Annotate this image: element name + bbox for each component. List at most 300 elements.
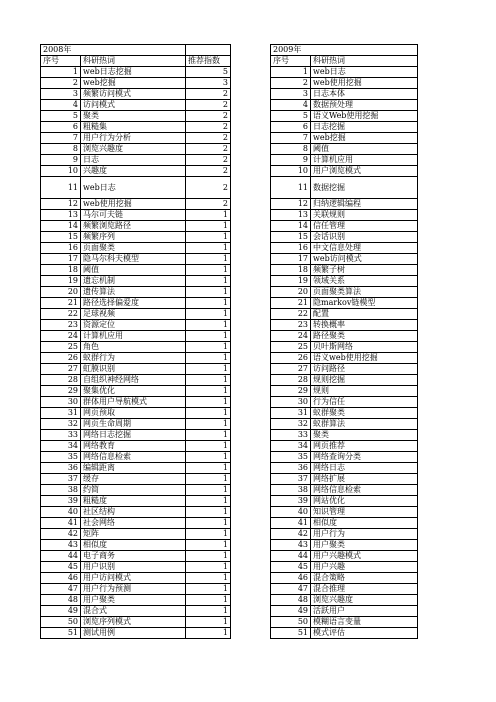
row-index-left: 15 <box>41 232 81 243</box>
score: 2 <box>186 89 231 100</box>
row-index-right: 16 <box>271 243 311 254</box>
keyword-left: 网络教育 <box>81 441 186 452</box>
keyword-right: 聚类 <box>311 430 418 441</box>
row-index-left: 10 <box>41 166 81 177</box>
row-index-right: 23 <box>271 320 311 331</box>
row-index-left: 41 <box>41 518 81 529</box>
row-index-right: 47 <box>271 584 311 595</box>
keyword-right: 频繁子树 <box>311 265 418 276</box>
score: 1 <box>186 452 231 463</box>
keyword-left: 频繁浏览路径 <box>81 221 186 232</box>
table-row <box>41 100 418 111</box>
year-row <box>41 45 418 56</box>
row-index-right: 44 <box>271 551 311 562</box>
score: 1 <box>186 276 231 287</box>
keyword-left: 用户行为预测 <box>81 584 186 595</box>
table-row <box>41 210 418 221</box>
keyword-left: 聚集优化 <box>81 386 186 397</box>
keyword-left: 编辑距离 <box>81 463 186 474</box>
score: 1 <box>186 617 231 628</box>
score: 2 <box>186 155 231 166</box>
row-index-right: 8 <box>271 144 311 155</box>
keyword-right: 规则挖掘 <box>311 375 418 386</box>
keyword-right: 阈值 <box>311 144 418 155</box>
table-row <box>41 320 418 331</box>
table-row <box>41 606 418 617</box>
score: 5 <box>186 67 231 78</box>
table-row <box>41 617 418 628</box>
keyword-left: web挖掘 <box>81 78 186 89</box>
row-index-left: 50 <box>41 617 81 628</box>
row-index-right: 21 <box>271 298 311 309</box>
table-row <box>41 243 418 254</box>
keyword-left: 用户识别 <box>81 562 186 573</box>
table-row <box>41 111 418 122</box>
table-row <box>41 408 418 419</box>
keyword-left: 频繁访问模式 <box>81 89 186 100</box>
score: 1 <box>186 331 231 342</box>
keyword-right: 网络信息检索 <box>311 485 418 496</box>
keyword-left: 相似度 <box>81 540 186 551</box>
table-row <box>41 496 418 507</box>
score: 2 <box>186 199 231 210</box>
keyword-right: 行为信任 <box>311 397 418 408</box>
keyword-right: 用户兴趣模式 <box>311 551 418 562</box>
table-row <box>41 353 418 364</box>
table-row <box>41 584 418 595</box>
row-index-right: 12 <box>271 199 311 210</box>
keyword-left: 粗糙集 <box>81 122 186 133</box>
keyword-right: 日志本体 <box>311 89 418 100</box>
keyword-right: 网络查询分类 <box>311 452 418 463</box>
table-row <box>41 144 418 155</box>
keyword-left: 用户行为分析 <box>81 133 186 144</box>
keyword-left: 阈值 <box>81 265 186 276</box>
row-index-right: 11 <box>271 177 311 199</box>
keyword-right: 蚁群算法 <box>311 419 418 430</box>
spreadsheet <box>40 44 418 639</box>
keyword-left: 矩阵 <box>81 529 186 540</box>
row-index-right: 36 <box>271 463 311 474</box>
row-index-left: 7 <box>41 133 81 144</box>
row-index-left: 44 <box>41 551 81 562</box>
table-row <box>41 199 418 210</box>
keyword-right: 访问路径 <box>311 364 418 375</box>
keyword-right: 相似度 <box>311 518 418 529</box>
row-index-right: 48 <box>271 595 311 606</box>
table-row <box>41 386 418 397</box>
score: 1 <box>186 320 231 331</box>
keyword-right: 混合推理 <box>311 584 418 595</box>
keyword-right: 网络日志 <box>311 463 418 474</box>
row-index-left: 45 <box>41 562 81 573</box>
row-index-left: 37 <box>41 474 81 485</box>
keyword-left: 自组织神经网络 <box>81 375 186 386</box>
row-index-left: 21 <box>41 298 81 309</box>
keyword-right: web挖掘 <box>311 133 418 144</box>
keyword-right: 语义Web使用挖掘 <box>311 111 418 122</box>
row-index-left: 47 <box>41 584 81 595</box>
table-row <box>41 562 418 573</box>
row-index-left: 3 <box>41 89 81 100</box>
table-row <box>41 485 418 496</box>
row-index-right: 24 <box>271 331 311 342</box>
keyword-left: 网络信息检索 <box>81 452 186 463</box>
keyword-left: 兴趣度 <box>81 166 186 177</box>
keyword-left: 网络日志挖掘 <box>81 430 186 441</box>
keyword-left: 浏览序列模式 <box>81 617 186 628</box>
row-index-left: 42 <box>41 529 81 540</box>
table-row <box>41 276 418 287</box>
score: 1 <box>186 606 231 617</box>
keyword-left: 隐马尔科夫模型 <box>81 254 186 265</box>
row-index-left: 32 <box>41 419 81 430</box>
table-row <box>41 166 418 177</box>
keyword-left: web日志 <box>81 177 186 199</box>
keyword-right: 领域关系 <box>311 276 418 287</box>
row-index-left: 29 <box>41 386 81 397</box>
score: 1 <box>186 309 231 320</box>
keyword-left: web日志挖掘 <box>81 67 186 78</box>
keyword-left: 社区结构 <box>81 507 186 518</box>
row-index-right: 17 <box>271 254 311 265</box>
score: 2 <box>186 133 231 144</box>
row-index-left: 9 <box>41 155 81 166</box>
row-index-right: 15 <box>271 232 311 243</box>
table-row <box>41 595 418 606</box>
score: 1 <box>186 518 231 529</box>
keyword-right: 活跃用户 <box>311 606 418 617</box>
row-index-right: 7 <box>271 133 311 144</box>
row-index-right: 27 <box>271 364 311 375</box>
row-index-right: 31 <box>271 408 311 419</box>
score: 1 <box>186 628 231 639</box>
keyword-right: 配置 <box>311 309 418 320</box>
score: 1 <box>186 254 231 265</box>
table-row <box>41 364 418 375</box>
table-row <box>41 441 418 452</box>
keyword-left: 频繁序列 <box>81 232 186 243</box>
table-row <box>41 628 418 639</box>
table-row <box>41 397 418 408</box>
score: 1 <box>186 441 231 452</box>
keyword-left: 用户聚类 <box>81 595 186 606</box>
row-index-left: 48 <box>41 595 81 606</box>
row-index-right: 43 <box>271 540 311 551</box>
row-index-right: 3 <box>271 89 311 100</box>
keyword-right: 规则 <box>311 386 418 397</box>
row-index-left: 17 <box>41 254 81 265</box>
row-index-right: 13 <box>271 210 311 221</box>
keyword-right: 贝叶斯网络 <box>311 342 418 353</box>
score: 1 <box>186 529 231 540</box>
score: 1 <box>186 375 231 386</box>
keyword-right: 会话识别 <box>311 232 418 243</box>
row-index-right: 46 <box>271 573 311 584</box>
row-index-left: 1 <box>41 67 81 78</box>
score: 1 <box>186 397 231 408</box>
score: 1 <box>186 342 231 353</box>
row-index-right: 51 <box>271 628 311 639</box>
score: 3 <box>186 78 231 89</box>
row-index-right: 9 <box>271 155 311 166</box>
keyword-right: 混合策略 <box>311 573 418 584</box>
keyword-right: 用户行为 <box>311 529 418 540</box>
keyword-left: 足球视频 <box>81 309 186 320</box>
keyword-right: web日志 <box>311 67 418 78</box>
table-row <box>41 463 418 474</box>
row-index-left: 20 <box>41 287 81 298</box>
keyword-right: 中文信息处理 <box>311 243 418 254</box>
table-row <box>41 155 418 166</box>
row-index-right: 2 <box>271 78 311 89</box>
table-row <box>41 177 418 199</box>
row-index-right: 38 <box>271 485 311 496</box>
score: 2 <box>186 100 231 111</box>
keyword-right: 浏览兴趣度 <box>311 595 418 606</box>
row-index-left: 51 <box>41 628 81 639</box>
keyword-left: 浏览兴趣度 <box>81 144 186 155</box>
score: 2 <box>186 166 231 177</box>
score: 1 <box>186 584 231 595</box>
row-index-left: 2 <box>41 78 81 89</box>
table-row <box>41 342 418 353</box>
score: 1 <box>186 551 231 562</box>
score: 1 <box>186 573 231 584</box>
row-index-right: 42 <box>271 529 311 540</box>
keyword-right: 信任管理 <box>311 221 418 232</box>
row-index-right: 41 <box>271 518 311 529</box>
row-index-right: 39 <box>271 496 311 507</box>
score: 1 <box>186 353 231 364</box>
table-row <box>41 298 418 309</box>
keyword-table <box>40 44 418 639</box>
keyword-left: 访问模式 <box>81 100 186 111</box>
row-index-left: 35 <box>41 452 81 463</box>
row-index-right: 1 <box>271 67 311 78</box>
table-row <box>41 551 418 562</box>
keyword-right: 用户浏览模式 <box>311 166 418 177</box>
row-index-right: 32 <box>271 419 311 430</box>
keyword-left: 计算机应用 <box>81 331 186 342</box>
row-index-left: 19 <box>41 276 81 287</box>
row-index-left: 31 <box>41 408 81 419</box>
score: 1 <box>186 496 231 507</box>
row-index-left: 49 <box>41 606 81 617</box>
keyword-left: 用户访问模式 <box>81 573 186 584</box>
table-row <box>41 232 418 243</box>
score: 2 <box>186 144 231 155</box>
row-index-right: 19 <box>271 276 311 287</box>
row-index-left: 43 <box>41 540 81 551</box>
row-index-left: 23 <box>41 320 81 331</box>
row-index-left: 40 <box>41 507 81 518</box>
keyword-left: 网页预取 <box>81 408 186 419</box>
row-index-left: 27 <box>41 364 81 375</box>
row-index-left: 4 <box>41 100 81 111</box>
keyword-left: 网页生命周期 <box>81 419 186 430</box>
keyword-right: 模糊语言变量 <box>311 617 418 628</box>
row-index-left: 30 <box>41 397 81 408</box>
table-row <box>41 221 418 232</box>
keyword-right: 知识管理 <box>311 507 418 518</box>
score: 1 <box>186 408 231 419</box>
table-row <box>41 67 418 78</box>
table-row <box>41 529 418 540</box>
keyword-right: 网络扩展 <box>311 474 418 485</box>
keyword-right: web使用挖掘 <box>311 78 418 89</box>
row-index-right: 50 <box>271 617 311 628</box>
table-row <box>41 89 418 100</box>
row-index-left: 34 <box>41 441 81 452</box>
keyword-right: web访问模式 <box>311 254 418 265</box>
row-index-right: 49 <box>271 606 311 617</box>
score: 1 <box>186 419 231 430</box>
table-row <box>41 254 418 265</box>
row-index-left: 8 <box>41 144 81 155</box>
row-index-right: 37 <box>271 474 311 485</box>
score: 1 <box>186 562 231 573</box>
score: 1 <box>186 463 231 474</box>
row-index-left: 18 <box>41 265 81 276</box>
score: 1 <box>186 298 231 309</box>
keyword-right: 数据挖掘 <box>311 177 418 199</box>
keyword-right: 转换概率 <box>311 320 418 331</box>
keyword-left: 测试用例 <box>81 628 186 639</box>
header-keyword-left: 科研热词 <box>81 56 186 67</box>
keyword-right: 网站优化 <box>311 496 418 507</box>
table-row <box>41 430 418 441</box>
row-index-right: 45 <box>271 562 311 573</box>
row-index-right: 26 <box>271 353 311 364</box>
keyword-right: 页面聚类算法 <box>311 287 418 298</box>
row-index-left: 39 <box>41 496 81 507</box>
table-row <box>41 78 418 89</box>
row-index-left: 11 <box>41 177 81 199</box>
keyword-left: 虹膜识别 <box>81 364 186 375</box>
keyword-right: 蚁群聚类 <box>311 408 418 419</box>
score: 2 <box>186 111 231 122</box>
row-index-right: 35 <box>271 452 311 463</box>
row-index-left: 24 <box>41 331 81 342</box>
table-row <box>41 375 418 386</box>
row-index-right: 6 <box>271 122 311 133</box>
year-2008-cell: 2008年 <box>41 45 81 56</box>
keyword-left: 粗糙度 <box>81 496 186 507</box>
row-index-right: 20 <box>271 287 311 298</box>
row-index-right: 34 <box>271 441 311 452</box>
keyword-left: 群体用户导航模式 <box>81 397 186 408</box>
row-index-right: 25 <box>271 342 311 353</box>
score: 1 <box>186 287 231 298</box>
score: 1 <box>186 243 231 254</box>
keyword-left: 资源定位 <box>81 320 186 331</box>
table-row <box>41 507 418 518</box>
keyword-left: 聚类 <box>81 111 186 122</box>
keyword-left: 蚁群行为 <box>81 353 186 364</box>
keyword-right: 语义web使用挖掘 <box>311 353 418 364</box>
row-index-right: 40 <box>271 507 311 518</box>
score: 2 <box>186 122 231 133</box>
keyword-left: 社会网络 <box>81 518 186 529</box>
row-index-right: 30 <box>271 397 311 408</box>
keyword-right: 路径聚类 <box>311 331 418 342</box>
keyword-right: 数据预处理 <box>311 100 418 111</box>
row-index-right: 18 <box>271 265 311 276</box>
row-index-right: 10 <box>271 166 311 177</box>
row-index-left: 46 <box>41 573 81 584</box>
keyword-left: 电子商务 <box>81 551 186 562</box>
row-index-left: 16 <box>41 243 81 254</box>
row-index-left: 13 <box>41 210 81 221</box>
keyword-right: 用户兴趣 <box>311 562 418 573</box>
table-row <box>41 419 418 430</box>
keyword-right: 归纳逻辑编程 <box>311 199 418 210</box>
row-index-right: 33 <box>271 430 311 441</box>
score: 1 <box>186 265 231 276</box>
table-row <box>41 133 418 144</box>
row-index-right: 22 <box>271 309 311 320</box>
table-row <box>41 474 418 485</box>
score: 1 <box>186 221 231 232</box>
keyword-left: 页面聚类 <box>81 243 186 254</box>
header-index-left: 序号 <box>41 56 81 67</box>
header-row <box>41 56 418 67</box>
row-index-left: 22 <box>41 309 81 320</box>
table-row <box>41 309 418 320</box>
score: 1 <box>186 474 231 485</box>
table-row <box>41 452 418 463</box>
score: 1 <box>186 595 231 606</box>
table-row <box>41 518 418 529</box>
table-row <box>41 122 418 133</box>
row-index-right: 14 <box>271 221 311 232</box>
score: 1 <box>186 232 231 243</box>
table-row <box>41 540 418 551</box>
score: 1 <box>186 364 231 375</box>
row-index-left: 5 <box>41 111 81 122</box>
keyword-left: 马尔可夫链 <box>81 210 186 221</box>
row-index-left: 6 <box>41 122 81 133</box>
header-index-right: 序号 <box>271 56 311 67</box>
keyword-left: 日志 <box>81 155 186 166</box>
score: 1 <box>186 540 231 551</box>
row-index-left: 38 <box>41 485 81 496</box>
row-index-left: 28 <box>41 375 81 386</box>
header-keyword-right: 科研热词 <box>311 56 418 67</box>
row-index-right: 29 <box>271 386 311 397</box>
table-row <box>41 287 418 298</box>
keyword-right: 网页推荐 <box>311 441 418 452</box>
keyword-left: 遗传算法 <box>81 287 186 298</box>
row-index-left: 36 <box>41 463 81 474</box>
row-index-left: 25 <box>41 342 81 353</box>
score: 1 <box>186 430 231 441</box>
keyword-right: 关联规则 <box>311 210 418 221</box>
keyword-left: 路径选择偏爱度 <box>81 298 186 309</box>
table-row <box>41 265 418 276</box>
score: 2 <box>186 177 231 199</box>
table-row <box>41 573 418 584</box>
keyword-right: 模式评估 <box>311 628 418 639</box>
keyword-right: 计算机应用 <box>311 155 418 166</box>
score: 1 <box>186 507 231 518</box>
keyword-left: 混合式 <box>81 606 186 617</box>
keyword-left: web使用挖掘 <box>81 199 186 210</box>
keyword-right: 用户聚类 <box>311 540 418 551</box>
row-index-right: 28 <box>271 375 311 386</box>
score: 1 <box>186 210 231 221</box>
